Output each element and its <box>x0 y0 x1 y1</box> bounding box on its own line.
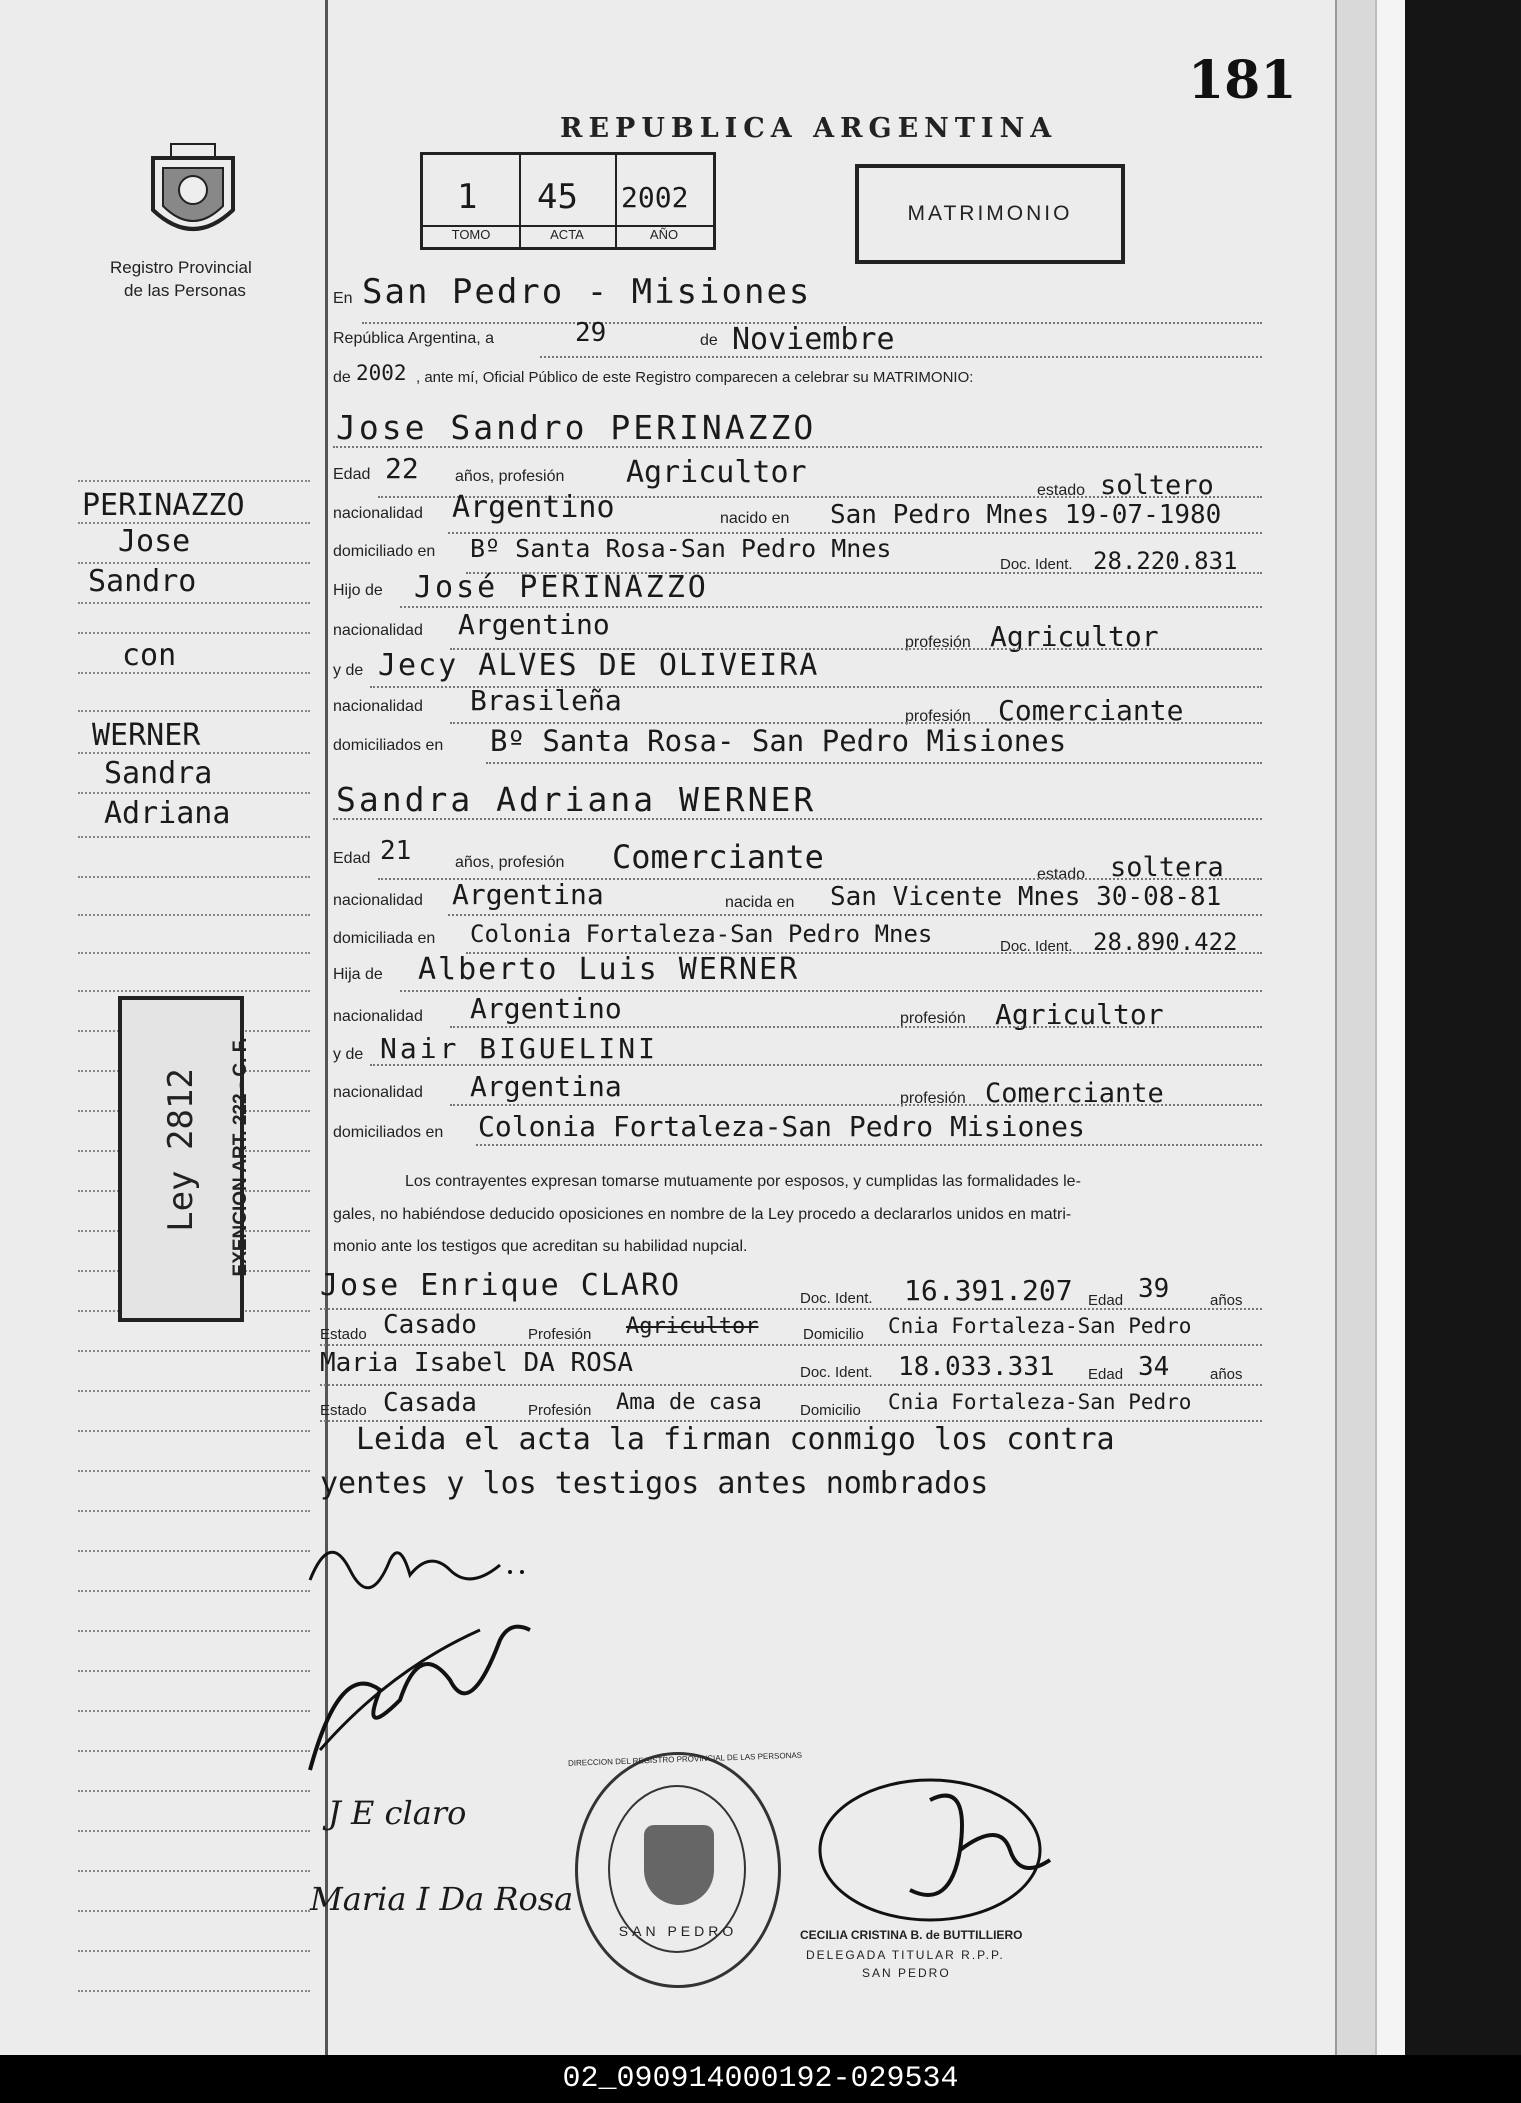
groom-name: Jose Sandro PERINAZZO <box>336 408 817 447</box>
groom-dom-label: domiciliado en <box>333 543 436 560</box>
groom-father: José PERINAZZO <box>414 570 709 605</box>
witness2-age: 34 <box>1138 1352 1170 1382</box>
witness2-estado-label: Estado <box>320 1402 367 1419</box>
official-place: SAN PEDRO <box>862 1966 951 1980</box>
bride-father-nat: Argentino <box>470 992 622 1025</box>
witness-signature-2: Maria I Da Rosa <box>310 1880 574 1918</box>
bride-mother: Nair BIGUELINI <box>380 1032 659 1065</box>
groom-mother-prof-label: profesión <box>905 708 971 725</box>
bride-born: San Vicente Mnes 30-08-81 <box>830 882 1222 912</box>
groom-mother-job: Comerciante <box>998 694 1184 727</box>
margin-groom-first: Jose <box>118 524 191 559</box>
groom-doc: 28.220.831 <box>1093 547 1238 575</box>
groom-father-prof-label: profesión <box>905 634 971 651</box>
book-edge <box>1375 0 1407 2055</box>
margin-con: con <box>122 638 177 673</box>
bride-mother-job: Comerciante <box>985 1078 1164 1109</box>
seal-bottom-text: SAN PEDRO <box>618 1923 738 1939</box>
groom-nationality: Argentino <box>452 490 615 525</box>
groom-yde-label: y de <box>333 662 364 679</box>
witness2-prof-label: Profesión <box>528 1402 592 1419</box>
margin-bride-surname: WERNER <box>92 718 201 753</box>
groom-status: soltero <box>1100 470 1214 501</box>
groom-born: San Pedro Mnes 19-07-1980 <box>830 500 1222 530</box>
formula-line2: gales, no habiéndose deducido oposiciones en nombre de la Ley procedo a declararlos unidos en matri- <box>333 1206 1072 1223</box>
anio-value: 2002 <box>621 181 689 214</box>
groom-edad-label: Edad <box>333 466 371 483</box>
groom-age: 22 <box>385 452 419 485</box>
acta-label: ACTA <box>519 225 615 242</box>
witness2-name: Maria Isabel DA ROSA <box>320 1348 634 1378</box>
bride-father-prof-label: profesión <box>900 1010 966 1027</box>
record-box <box>420 152 716 250</box>
tomo-value: 1 <box>457 177 478 217</box>
bride-status: soltera <box>1110 852 1224 883</box>
witness2-job: Ama de casa <box>616 1390 762 1415</box>
groom-nacido-label: nacido en <box>720 510 790 527</box>
witness1-prof-label: Profesión <box>528 1326 592 1343</box>
year-value: 2002 <box>356 361 407 385</box>
official-name: CECILIA CRISTINA B. de BUTTILLIERO <box>800 1928 1023 1942</box>
anio-label: AÑO <box>615 225 713 242</box>
groom-mother-nat: Brasileña <box>470 684 622 717</box>
groom-hijo-label: Hijo de <box>333 582 383 599</box>
bride-job: Comerciante <box>612 838 824 876</box>
witness2-address: Cnia Fortaleza-San Pedro <box>888 1390 1192 1414</box>
witness1-job: Agricultor <box>626 1314 759 1339</box>
groom-mother: Jecy ALVES DE OLIVEIRA <box>378 648 820 683</box>
bride-parents-dom-label: domiciliados en <box>333 1124 444 1141</box>
witness1-status: Casado <box>383 1310 477 1340</box>
provincial-crest-icon <box>143 140 243 250</box>
official-role: DELEGADA TITULAR R.P.P. <box>806 1948 1005 1962</box>
bride-mother-nac-label: nacionalidad <box>333 1084 423 1101</box>
bride-estado-label: estado <box>1037 866 1086 883</box>
bride-father-nac-label: nacionalidad <box>333 1008 423 1025</box>
groom-address: Bº Santa Rosa-San Pedro Mnes <box>470 534 892 563</box>
witness2-edad-label: Edad <box>1088 1366 1124 1383</box>
witness1-doc-label: Doc. Ident. <box>800 1290 873 1307</box>
bride-doc: 28.890.422 <box>1093 928 1238 956</box>
bride-doc-label: Doc. Ident. <box>1000 938 1073 955</box>
witness1-anos-label: años <box>1210 1292 1243 1309</box>
closing-line2: yentes y los testigos antes nombrados <box>320 1466 989 1501</box>
country-title: REPUBLICA ARGENTINA <box>560 113 1058 144</box>
formula-line3: monio ante los testigos que acreditan su habilidad nupcial. <box>333 1238 748 1255</box>
place-value: San Pedro - Misiones <box>362 272 812 312</box>
groom-estado-label: estado <box>1037 482 1086 499</box>
margin-groom-surname: PERINAZZO <box>82 488 245 523</box>
witness-signature-1: J E claro <box>328 1794 467 1832</box>
groom-doc-label: Doc. Ident. <box>1000 556 1073 573</box>
groom-job: Agricultor <box>626 455 807 490</box>
groom-nac-label: nacionalidad <box>333 505 423 522</box>
witness1-address: Cnia Fortaleza-San Pedro <box>888 1314 1192 1338</box>
bride-nacida-label: nacida en <box>725 894 795 911</box>
contrayente-signature-2 <box>300 1600 540 1785</box>
witness1-estado-label: Estado <box>320 1326 367 1343</box>
bride-father: Alberto Luis WERNER <box>418 952 800 987</box>
bride-address: Colonia Fortaleza-San Pedro Mnes <box>470 920 933 948</box>
witness1-dom-label: Domicilio <box>803 1326 864 1343</box>
bride-parents-address: Colonia Fortaleza-San Pedro Misiones <box>478 1110 1085 1143</box>
month-value: Noviembre <box>732 322 895 357</box>
bride-yde-label: y de <box>333 1046 364 1063</box>
de2-label: de <box>333 369 351 386</box>
witness2-status: Casada <box>383 1388 477 1418</box>
tomo-label: TOMO <box>423 225 519 242</box>
registry-seal <box>567 1750 803 1988</box>
witness2-dom-label: Domicilio <box>800 1402 861 1419</box>
scan-id-footer: 02_090914000192-029534 <box>0 2055 1521 2103</box>
ley-exemption-stamp <box>118 996 251 1322</box>
closing-line1: Leida el acta la firman conmigo los contra <box>356 1422 1115 1457</box>
groom-father-nat: Argentino <box>458 608 610 641</box>
witness1-age: 39 <box>1138 1274 1170 1304</box>
seal-top-text: DIRECCION DEL REGISTRO PROVINCIAL DE LAS PERSONAS <box>567 1750 803 1768</box>
day-value: 29 <box>575 318 607 348</box>
comparecen-text: , ante mí, Oficial Público de este Registro comparecen a celebrar su MATRIMONIO: <box>416 369 974 386</box>
margin-groom-second: Sandro <box>88 564 197 599</box>
witness2-anos-label: años <box>1210 1366 1243 1383</box>
ley-stamp-line1: Ley 2812 <box>161 1068 201 1232</box>
bride-hija-label: Hija de <box>333 966 383 983</box>
witness2-doc: 18.033.331 <box>898 1352 1055 1382</box>
bride-mother-prof-label: profesión <box>900 1090 966 1107</box>
official-signature <box>810 1760 1070 1945</box>
de-label: de <box>700 332 718 349</box>
margin-bride-second: Adriana <box>104 796 231 831</box>
groom-parents-dom-label: domiciliados en <box>333 737 444 754</box>
groom-parents-address: Bº Santa Rosa- San Pedro Misiones <box>490 724 1067 758</box>
formula-line1: Los contrayentes expresan tomarse mutuamente por esposos, y cumplidas las formalidades le- <box>405 1173 1081 1190</box>
registry-name-line1: Registro Provincial <box>110 258 252 277</box>
bride-name: Sandra Adriana WERNER <box>336 780 817 819</box>
republica-label: República Argentina, a <box>333 330 494 347</box>
adjacent-page-edge <box>1335 0 1377 2055</box>
bride-mother-nat: Argentina <box>470 1070 622 1103</box>
groom-anos-label: años, profesión <box>455 468 565 485</box>
record-type-box: MATRIMONIO <box>855 164 1125 264</box>
ley-stamp-line2: EXENCION ART. 222 - C. F. <box>230 1037 251 1277</box>
acta-value: 45 <box>537 177 578 217</box>
witness1-name: Jose Enrique CLARO <box>320 1268 682 1303</box>
bride-edad-label: Edad <box>333 850 371 867</box>
bride-father-job: Agricultor <box>995 998 1164 1031</box>
witness1-edad-label: Edad <box>1088 1292 1124 1309</box>
bride-anos-label: años, profesión <box>455 854 565 871</box>
en-label: En <box>333 290 353 307</box>
groom-father-job: Agricultor <box>990 620 1159 653</box>
witness2-doc-label: Doc. Ident. <box>800 1364 873 1381</box>
page-number: 181 <box>1188 50 1297 111</box>
bride-dom-label: domiciliada en <box>333 930 436 947</box>
seal-emblem-icon <box>644 1825 714 1905</box>
margin-bride-first: Sandra <box>104 756 213 791</box>
registry-name-line2: de las Personas <box>124 281 246 300</box>
groom-father-nac-label: nacionalidad <box>333 622 423 639</box>
bride-nationality: Argentina <box>452 878 604 911</box>
scan-background <box>1405 0 1521 2055</box>
bride-age: 21 <box>380 836 412 866</box>
bride-nac-label: nacionalidad <box>333 892 423 909</box>
groom-mother-nac-label: nacionalidad <box>333 698 423 715</box>
witness1-doc: 16.391.207 <box>904 1274 1073 1307</box>
